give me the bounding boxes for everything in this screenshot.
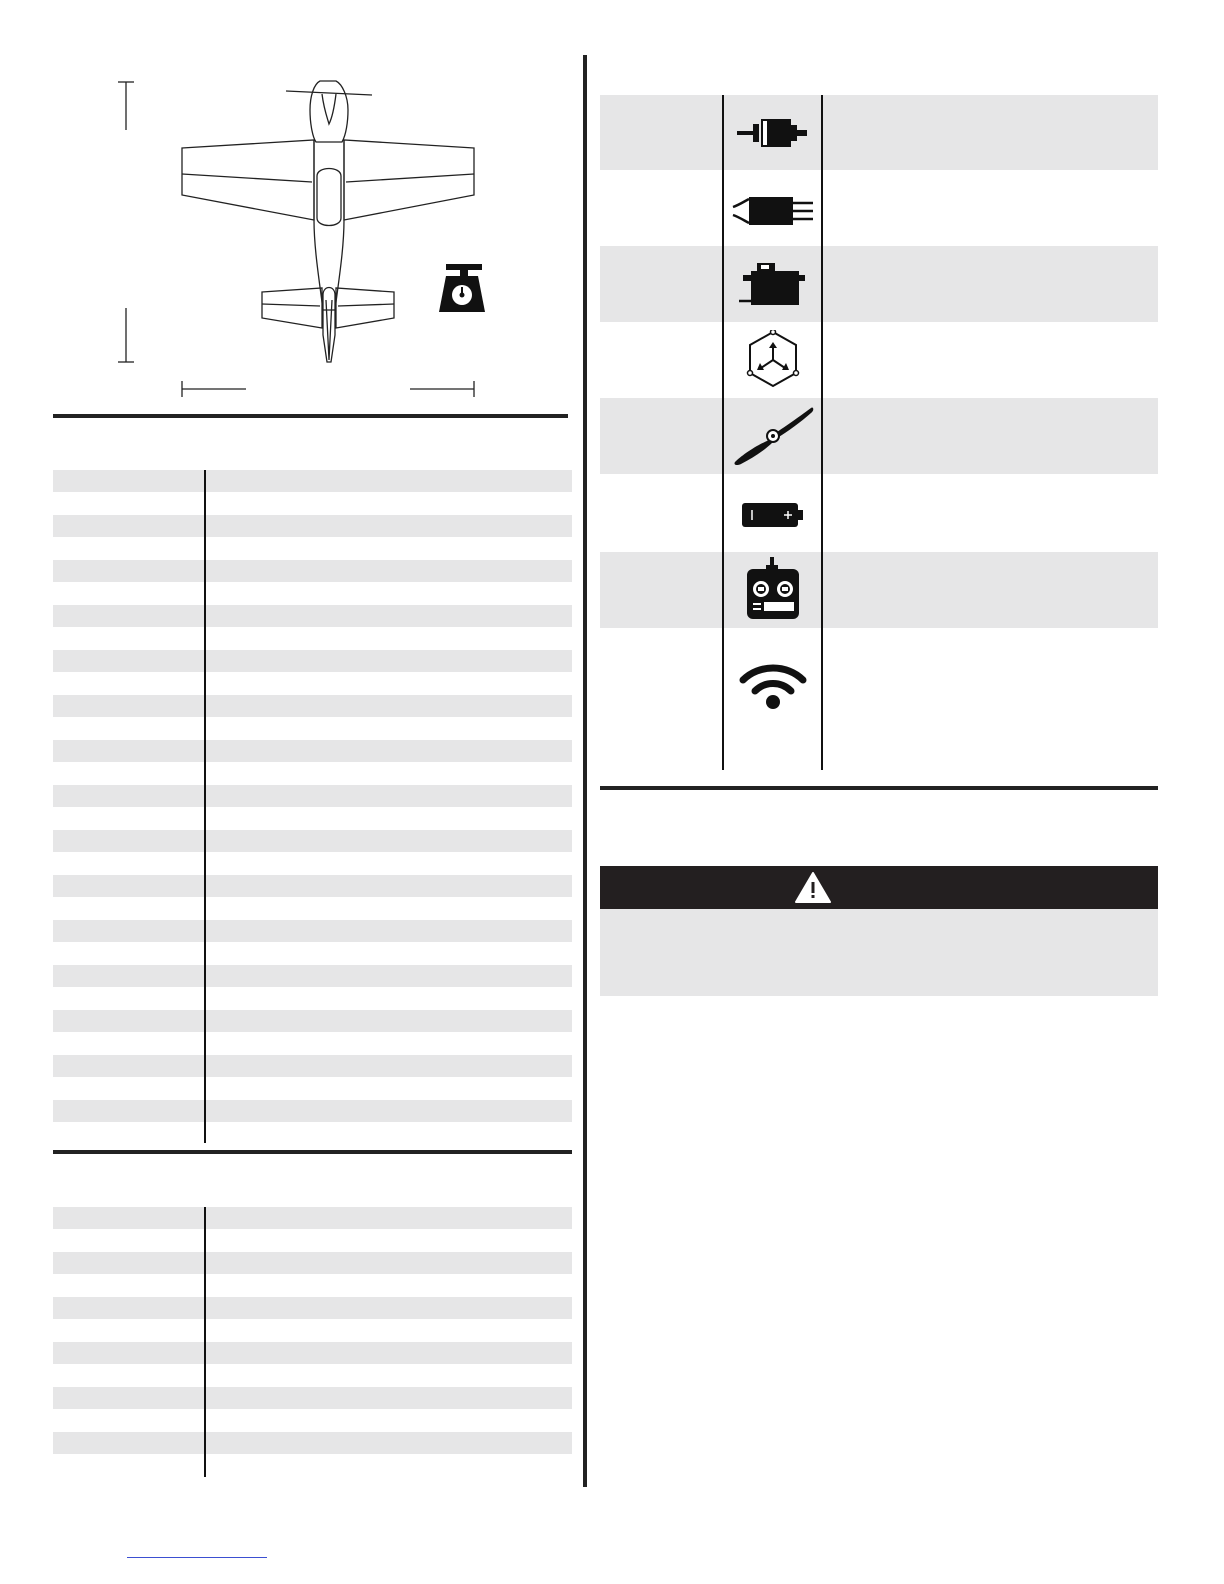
propeller-icon (725, 402, 821, 470)
spec-row (600, 398, 1158, 474)
table-row (53, 920, 572, 942)
table-row (53, 875, 572, 897)
footer-link-underline (127, 1557, 267, 1558)
spec-row (600, 322, 1158, 398)
transmitter-icon (725, 557, 821, 621)
servo-icon (725, 260, 821, 308)
airplane-diagram (110, 70, 530, 400)
page-column-divider (583, 55, 587, 1487)
table-row (53, 1342, 572, 1364)
table-row (53, 1387, 572, 1409)
weight-scale-icon (438, 264, 486, 314)
warning-body (600, 909, 1158, 996)
table-row (53, 1100, 572, 1122)
table-row (53, 605, 572, 627)
spec-row (600, 95, 1158, 170)
specs-divider-right (821, 95, 823, 770)
table-row (53, 1010, 572, 1032)
specs-divider-left (722, 95, 724, 770)
table-row (53, 740, 572, 762)
table-row (53, 650, 572, 672)
table-row (53, 1297, 572, 1319)
table-row (53, 830, 572, 852)
motor-icon (725, 110, 821, 155)
battery-icon (725, 498, 821, 532)
table-row (53, 1055, 572, 1077)
warning-header (600, 866, 1158, 909)
table-row (53, 1252, 572, 1274)
table-row (53, 560, 572, 582)
table-row (53, 515, 572, 537)
airplane-top-view-icon (110, 70, 530, 400)
section1-rule (53, 414, 568, 418)
table-row (53, 1207, 572, 1229)
right-section-rule (600, 786, 1158, 790)
table-row (53, 785, 572, 807)
spec-row (600, 474, 1158, 552)
table-row (53, 965, 572, 987)
gyro-receiver-icon (725, 330, 821, 388)
table-row (53, 695, 572, 717)
spec-row (600, 246, 1158, 322)
table-row (53, 470, 572, 492)
wireless-signal-icon (725, 660, 821, 710)
spec-row (600, 628, 1158, 770)
spec-row (600, 170, 1158, 246)
section1-column-divider (204, 470, 206, 1143)
table-row (53, 1432, 572, 1454)
section2-rule (53, 1150, 572, 1154)
section2-column-divider (204, 1207, 206, 1477)
spec-row (600, 552, 1158, 628)
warning-triangle-icon (794, 871, 832, 904)
esc-icon (725, 188, 821, 233)
